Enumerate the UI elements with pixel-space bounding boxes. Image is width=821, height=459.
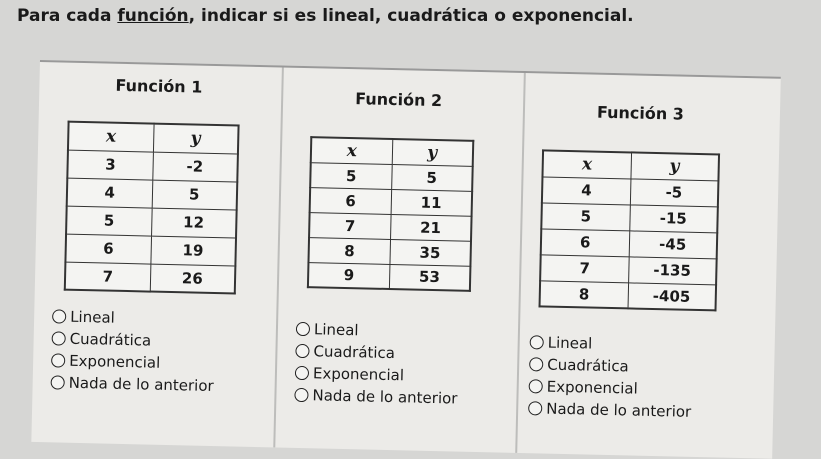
y-cell: 5 [391, 164, 473, 191]
option-label: Nada de lo anterior [546, 399, 692, 421]
x-cell: 8 [308, 237, 390, 264]
table-row [308, 262, 471, 291]
function-2-title: Función 2 [354, 89, 443, 111]
function-3-option-exponencial[interactable] [528, 375, 638, 398]
option-label: Exponencial [312, 363, 405, 384]
option-label: Cuadrática [313, 341, 396, 362]
y-cell: 21 [390, 214, 472, 241]
table-row [540, 254, 717, 284]
x-cell: 7 [309, 212, 391, 239]
y-cell: -45 [629, 230, 718, 258]
function-1-options [52, 305, 272, 395]
radio-circle-icon[interactable] [295, 365, 309, 379]
x-cell: 6 [310, 187, 392, 214]
instruction-text [17, 6, 634, 26]
function-3-title: Función 3 [596, 102, 685, 124]
y-cell: -405 [628, 282, 717, 310]
table-row [542, 176, 719, 206]
y-cell: 53 [389, 264, 471, 291]
x-cell: 5 [541, 202, 630, 230]
table-header-row [68, 122, 239, 154]
y-cell: -5 [630, 178, 719, 206]
table-row [67, 178, 238, 210]
y-header: y [630, 152, 719, 180]
x-cell: 5 [310, 162, 392, 189]
radio-circle-icon[interactable] [528, 401, 542, 415]
radio-circle-icon[interactable] [294, 387, 308, 401]
table-row [65, 262, 236, 294]
x-header: x [311, 137, 393, 164]
option-label: Lineal [313, 319, 359, 339]
function-2-option-lineal[interactable] [296, 318, 359, 340]
x-cell: 7 [65, 262, 151, 292]
instruction-prefix: Para cada [17, 6, 118, 26]
table-row [540, 280, 717, 310]
function-1-option-exponencial[interactable] [51, 349, 161, 372]
y-header: y [153, 124, 239, 154]
function-3-option-nada[interactable] [528, 397, 691, 422]
option-label: Lineal [69, 307, 116, 327]
option-label: Exponencial [68, 351, 161, 372]
option-label: Nada de lo anterior [68, 373, 214, 395]
option-label: Exponencial [546, 377, 638, 398]
function-2-option-nada[interactable] [294, 384, 457, 409]
x-cell: 4 [542, 176, 631, 204]
y-cell: 11 [391, 189, 473, 216]
table-row [309, 212, 472, 241]
radio-circle-icon[interactable] [51, 353, 65, 367]
x-cell: 6 [65, 234, 151, 264]
radio-circle-icon[interactable] [52, 309, 66, 323]
table-row [310, 162, 473, 191]
instruction-suffix: , indicar si es lineal, cuadrática o exponencial. [188, 6, 634, 26]
radio-circle-icon[interactable] [295, 343, 309, 357]
function-2-options [296, 318, 516, 408]
x-cell: 3 [67, 150, 153, 180]
table-row [541, 202, 718, 232]
function-1-table [64, 121, 240, 295]
radio-circle-icon[interactable] [530, 335, 544, 349]
table-row [65, 234, 236, 266]
y-cell: 26 [150, 264, 236, 294]
table-row [308, 237, 471, 266]
function-3-column [515, 73, 766, 458]
y-cell: 5 [152, 180, 238, 210]
option-label: Cuadrática [69, 329, 152, 350]
x-cell: 4 [67, 178, 153, 208]
x-header: x [542, 150, 631, 178]
y-cell: -135 [628, 256, 717, 284]
y-header: y [392, 139, 474, 166]
function-2-option-cuadratica[interactable] [295, 340, 395, 363]
function-1-option-nada[interactable] [50, 371, 213, 396]
function-3-table [539, 149, 721, 311]
option-label: Cuadrática [547, 355, 629, 375]
table-row [66, 206, 237, 238]
y-cell: 35 [389, 239, 471, 266]
y-cell: 19 [150, 236, 236, 266]
worksheet-panel [31, 60, 780, 459]
x-cell: 6 [541, 228, 630, 256]
option-label: Lineal [547, 333, 593, 353]
table-header-row [311, 137, 474, 166]
y-cell: 12 [151, 208, 237, 238]
radio-circle-icon[interactable] [529, 357, 543, 371]
x-cell: 7 [540, 254, 629, 282]
y-cell: -15 [629, 204, 718, 232]
table-row [310, 187, 473, 216]
table-header-row [542, 150, 719, 180]
radio-circle-icon[interactable] [51, 375, 65, 389]
function-1-column [31, 62, 280, 447]
x-header: x [68, 122, 154, 152]
function-1-title: Función 1 [115, 75, 203, 97]
function-1-option-lineal[interactable] [52, 305, 115, 327]
radio-circle-icon[interactable] [529, 379, 543, 393]
radio-circle-icon[interactable] [52, 331, 66, 345]
x-cell: 5 [66, 206, 152, 236]
radio-circle-icon[interactable] [296, 321, 310, 335]
y-cell: -2 [152, 152, 238, 182]
function-1-option-cuadratica[interactable] [51, 327, 151, 350]
table-row [67, 150, 238, 182]
function-3-options [530, 331, 750, 421]
option-label: Nada de lo anterior [312, 385, 458, 408]
function-2-option-exponencial[interactable] [295, 362, 405, 385]
funcion-link[interactable]: función [117, 6, 189, 26]
function-2-column [273, 67, 524, 452]
x-cell: 8 [540, 280, 629, 308]
table-row [541, 228, 718, 258]
x-cell: 9 [308, 262, 390, 289]
function-3-option-cuadratica[interactable] [529, 353, 629, 376]
function-3-option-lineal[interactable] [529, 331, 592, 353]
function-2-table [307, 136, 474, 292]
